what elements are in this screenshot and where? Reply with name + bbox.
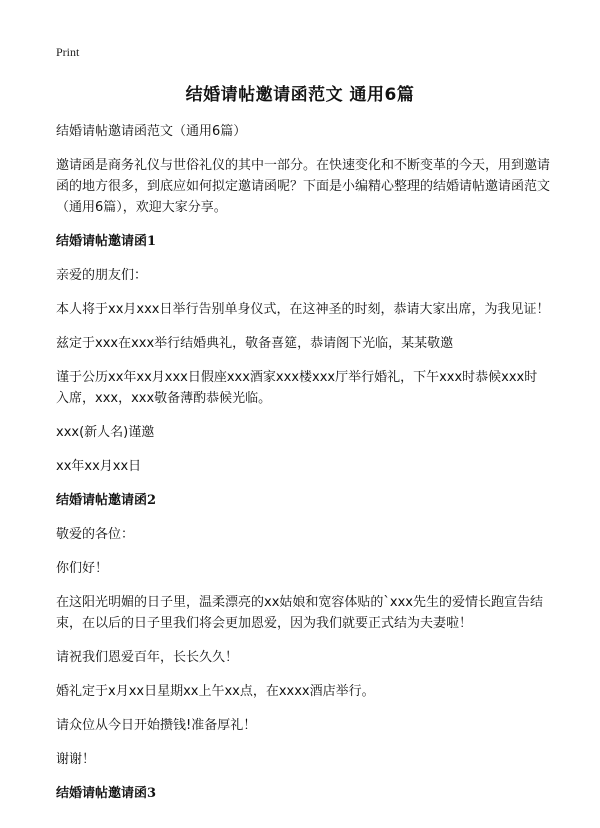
- document-body: [56, 121, 550, 817]
- signature-1: xxx(新人名)谨邀: [56, 425, 155, 440]
- intro-paragraph: 邀请函是商务礼仪与世俗礼仪的其中一部分。在快速变化和不断变革的今天，用到邀请函的地方很多，到底应如何拟定邀请函呢？下面是小编精心整理的结婚请帖邀请函范文（通用6篇），欢迎大家分享。: [56, 158, 551, 215]
- page-title: 结婚请帖邀请函范文 通用6篇: [185, 85, 415, 105]
- paragraph-2-1: 在这阳光明媚的日子里，温柔漂亮的xx姑娘和宽容体贴的`xxx先生的爱情长跑宣告结束，在以后的日子里我们将会更加恩爱，因为我们就要正式结为夫妻啦！: [56, 595, 543, 631]
- hello-2: 你们好！: [56, 561, 109, 576]
- thanks-2: 谢谢！: [56, 752, 96, 767]
- date-1: xx年xx月xx日: [56, 459, 142, 474]
- print-link[interactable]: Print: [56, 45, 80, 59]
- subtitle: 结婚请帖邀请函范文（通用6篇）: [56, 124, 247, 139]
- section-heading-1: 结婚请帖邀请函1: [56, 234, 157, 249]
- section-heading-2: 结婚请帖邀请函2: [56, 493, 157, 508]
- paragraph-2-3: 婚礼定于x月xx日星期xx上午xx点，在xxxx酒店举行。: [56, 684, 375, 699]
- section-heading-3: 结婚请帖邀请函3: [56, 786, 157, 801]
- greeting-1: 亲爱的朋友们：: [56, 268, 148, 283]
- paragraph-1-1: 本人将于xx月xxx日举行告别单身仪式，在这神圣的时刻，恭请大家出席，为我见证！: [56, 302, 550, 317]
- paragraph-2-4: 请众位从今日开始攒钱!准备厚礼！: [56, 718, 257, 733]
- paragraph-1-2: 兹定于xxx在xxx举行结婚典礼，敬备喜筵，恭请阁下光临，某某敬邀: [56, 336, 454, 351]
- paragraph-2-2: 请祝我们恩爱百年，长长久久！: [56, 650, 239, 665]
- paragraph-1-3: 谨于公历xx年xx月xxx日假座xxx酒家xxx楼xxx厅举行婚礼，下午xxx时恭候xxx时入席，xxx，xxx敬备薄酌恭候光临。: [56, 370, 538, 406]
- greeting-2: 敬爱的各位：: [56, 527, 135, 542]
